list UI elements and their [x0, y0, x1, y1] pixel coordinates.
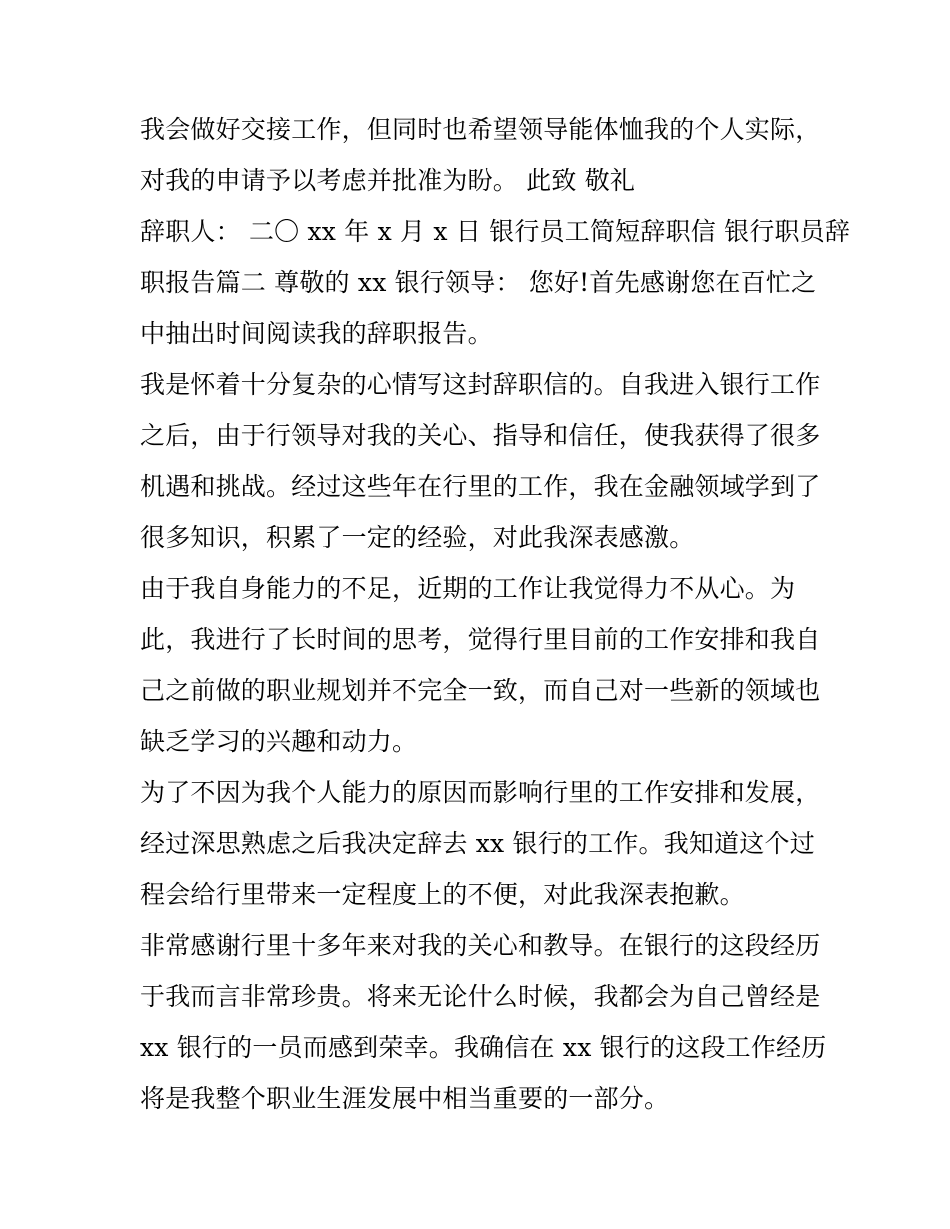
text-line: 程会给行里带来一定程度上的不便，对此我深表抱歉。 [140, 880, 745, 909]
text-line: 我会做好交接工作，但同时也希望领导能体恤我的个人实际， [140, 115, 821, 144]
text-line: 我是怀着十分复杂的心情写这封辞职信的。自我进入银行工作 [140, 370, 821, 399]
letter-body [140, 104, 851, 1124]
text-line: 对我的申请予以考虑并批准为盼。 此致 敬礼 [140, 166, 636, 195]
text-line: 将是我整个职业生涯发展中相当重要的一部分。 [140, 1084, 670, 1113]
text-line: 于我而言非常珍贵。将来无论什么时候，我都会为自己曾经是 [140, 982, 821, 1011]
text-line: 之后，由于行领导对我的关心、指导和信任，使我获得了很多 [140, 421, 821, 450]
text-line: 由于我自身能力的不足，近期的工作让我觉得力不从心。为 [140, 574, 796, 603]
text-line: 辞职人： 二〇 xx 年 x 月 x 日 银行员工简短辞职信 银行职员辞 [140, 217, 851, 246]
text-line: 经过深思熟虑之后我决定辞去 xx 银行的工作。我知道这个过 [140, 829, 815, 858]
text-line: 缺乏学习的兴趣和动力。 [140, 727, 418, 756]
text-line: xx 银行的一员而感到荣幸。我确信在 xx 银行的这段工作经历 [140, 1033, 827, 1062]
text-line: 非常感谢行里十多年来对我的关心和教导。在银行的这段经历 [140, 931, 821, 960]
text-line: 中抽出时间阅读我的辞职报告。 [140, 319, 493, 348]
text-line: 很多知识，积累了一定的经验，对此我深表感激。 [140, 523, 695, 552]
text-line: 此，我进行了长时间的思考，觉得行里目前的工作安排和我自 [140, 625, 821, 654]
text-line: 为了不因为我个人能力的原因而影响行里的工作安排和发展， [140, 778, 821, 807]
text-line: 己之前做的职业规划并不完全一致，而自己对一些新的领域也 [140, 676, 821, 705]
text-line: 机遇和挑战。经过这些年在行里的工作，我在金融领域学到了 [140, 472, 821, 501]
text-line: 职报告篇二 尊敬的 xx 银行领导： 您好!首先感谢您在百忙之 [140, 268, 817, 297]
